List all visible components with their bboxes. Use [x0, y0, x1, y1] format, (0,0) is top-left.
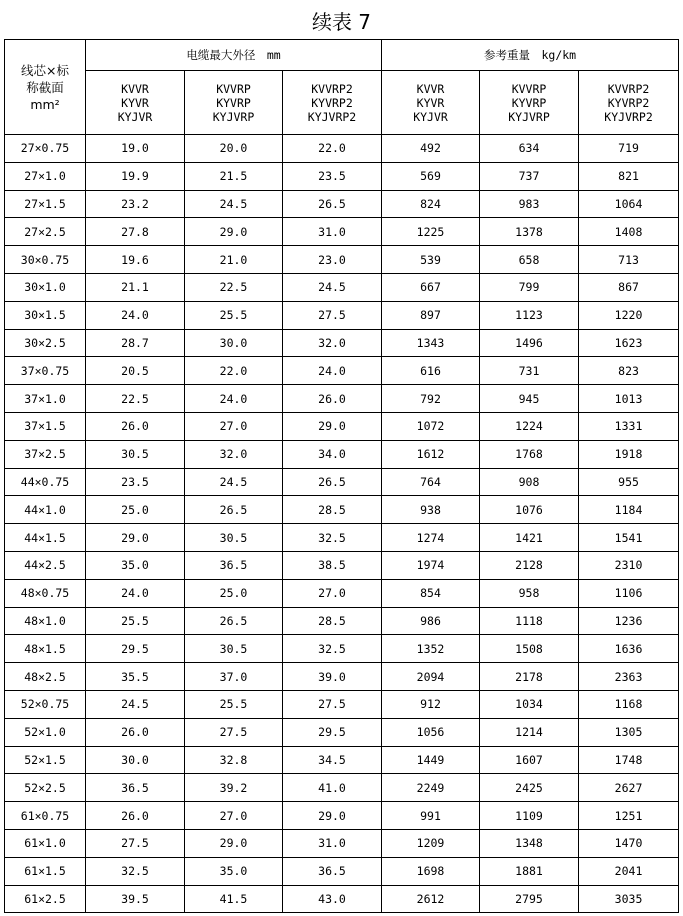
- value-cell: 36.5: [185, 551, 283, 579]
- spec-table: [4, 39, 679, 913]
- table-row: [5, 551, 679, 579]
- value-cell: 19.0: [86, 135, 185, 163]
- value-cell: 867: [579, 273, 679, 301]
- value-cell: 30.0: [86, 746, 185, 774]
- value-cell: 27.0: [283, 579, 382, 607]
- value-cell: 32.0: [185, 440, 283, 468]
- table-row: [5, 496, 679, 524]
- row-spec-cell: 48×0.75: [5, 579, 86, 607]
- value-cell: 955: [579, 468, 679, 496]
- value-cell: 25.0: [185, 579, 283, 607]
- model-name: KVVR: [416, 81, 445, 96]
- value-cell: 1184: [579, 496, 679, 524]
- value-cell: 39.0: [283, 663, 382, 691]
- value-cell: 26.5: [185, 607, 283, 635]
- value-cell: 24.5: [86, 690, 185, 718]
- value-cell: 23.5: [86, 468, 185, 496]
- value-cell: 21.1: [86, 273, 185, 301]
- value-cell: 21.0: [185, 246, 283, 274]
- value-cell: 26.5: [283, 190, 382, 218]
- value-cell: 1214: [480, 718, 579, 746]
- value-cell: 986: [382, 607, 480, 635]
- value-cell: 1118: [480, 607, 579, 635]
- table-row: [5, 829, 679, 857]
- table-row: [5, 440, 679, 468]
- value-cell: 824: [382, 190, 480, 218]
- row-spec-cell: 37×0.75: [5, 357, 86, 385]
- value-cell: 2363: [579, 663, 679, 691]
- table-row: [5, 190, 679, 218]
- value-cell: 26.0: [86, 718, 185, 746]
- value-cell: 25.5: [185, 301, 283, 329]
- value-cell: 22.5: [86, 385, 185, 413]
- value-cell: 1408: [579, 218, 679, 246]
- row-spec-cell: 37×2.5: [5, 440, 86, 468]
- value-cell: 29.0: [185, 829, 283, 857]
- model-header: [86, 71, 185, 135]
- model-name: KYVR: [416, 95, 445, 110]
- value-cell: 1623: [579, 329, 679, 357]
- value-cell: 34.5: [283, 746, 382, 774]
- value-cell: 19.9: [86, 162, 185, 190]
- row-spec-cell: 61×0.75: [5, 802, 86, 830]
- row-spec-cell: 52×0.75: [5, 690, 86, 718]
- table-row: [5, 329, 679, 357]
- value-cell: 35.0: [185, 857, 283, 885]
- model-name: KYJVRP: [212, 109, 255, 124]
- value-cell: 854: [382, 579, 480, 607]
- value-cell: 34.0: [283, 440, 382, 468]
- table-row: [5, 301, 679, 329]
- model-header: [480, 71, 579, 135]
- value-cell: 29.0: [283, 802, 382, 830]
- value-cell: 24.0: [86, 579, 185, 607]
- table-row: [5, 579, 679, 607]
- row-spec-cell: 61×1.0: [5, 829, 86, 857]
- value-cell: 1352: [382, 635, 480, 663]
- value-cell: 27.5: [86, 829, 185, 857]
- value-cell: 719: [579, 135, 679, 163]
- value-cell: 43.0: [283, 885, 382, 913]
- value-cell: 32.0: [283, 329, 382, 357]
- value-cell: 792: [382, 385, 480, 413]
- row-spec-cell: 27×1.5: [5, 190, 86, 218]
- group-header-weight: 参考重量 kg/km: [382, 40, 679, 71]
- table-row: [5, 412, 679, 440]
- value-cell: 22.0: [283, 135, 382, 163]
- value-cell: 21.5: [185, 162, 283, 190]
- value-cell: 39.5: [86, 885, 185, 913]
- value-cell: 27.8: [86, 218, 185, 246]
- row-spec-cell: 30×1.0: [5, 273, 86, 301]
- value-cell: 2178: [480, 663, 579, 691]
- value-cell: 1220: [579, 301, 679, 329]
- value-cell: 36.5: [86, 774, 185, 802]
- value-cell: 1251: [579, 802, 679, 830]
- model-name: KYVRP2: [607, 95, 650, 110]
- table-row: [5, 718, 679, 746]
- value-cell: 821: [579, 162, 679, 190]
- value-cell: 1348: [480, 829, 579, 857]
- value-cell: 1331: [579, 412, 679, 440]
- row-spec-cell: 44×0.75: [5, 468, 86, 496]
- value-cell: 958: [480, 579, 579, 607]
- value-cell: 2425: [480, 774, 579, 802]
- value-cell: 29.0: [185, 218, 283, 246]
- value-cell: 616: [382, 357, 480, 385]
- table-row: [5, 468, 679, 496]
- value-cell: 26.5: [283, 468, 382, 496]
- row-spec-cell: 30×2.5: [5, 329, 86, 357]
- table-row: [5, 218, 679, 246]
- value-cell: 41.5: [185, 885, 283, 913]
- value-cell: 28.5: [283, 607, 382, 635]
- table-row: [5, 162, 679, 190]
- table-row: [5, 746, 679, 774]
- value-cell: 1123: [480, 301, 579, 329]
- row-spec-cell: 37×1.0: [5, 385, 86, 413]
- row-spec-cell: 48×1.0: [5, 607, 86, 635]
- value-cell: 30.0: [185, 329, 283, 357]
- value-cell: 2128: [480, 551, 579, 579]
- model-name: KYVRP: [216, 95, 251, 110]
- row-spec-cell: 44×1.5: [5, 524, 86, 552]
- value-cell: 667: [382, 273, 480, 301]
- row-spec-cell: 44×1.0: [5, 496, 86, 524]
- table-row: [5, 607, 679, 635]
- corner-line: mm²: [30, 96, 60, 112]
- value-cell: 23.5: [283, 162, 382, 190]
- table-row: [5, 690, 679, 718]
- model-name: KYVR: [121, 95, 149, 110]
- value-cell: 24.5: [185, 190, 283, 218]
- table-row: [5, 135, 679, 163]
- value-cell: 492: [382, 135, 480, 163]
- value-cell: 634: [480, 135, 579, 163]
- row-spec-cell: 48×2.5: [5, 663, 86, 691]
- value-cell: 1748: [579, 746, 679, 774]
- value-cell: 29.0: [86, 524, 185, 552]
- value-cell: 30.5: [185, 524, 283, 552]
- row-spec-cell: 44×2.5: [5, 551, 86, 579]
- value-cell: 991: [382, 802, 480, 830]
- table-row: [5, 774, 679, 802]
- value-cell: 2795: [480, 885, 579, 913]
- value-cell: 26.0: [86, 412, 185, 440]
- model-header: [382, 71, 480, 135]
- model-name: KYJVRP2: [604, 109, 653, 124]
- value-cell: 945: [480, 385, 579, 413]
- value-cell: 1168: [579, 690, 679, 718]
- value-cell: 29.5: [283, 718, 382, 746]
- value-cell: 908: [480, 468, 579, 496]
- model-name: KYVRP: [511, 95, 547, 110]
- corner-line: 线芯×标: [21, 62, 69, 78]
- value-cell: 28.5: [283, 496, 382, 524]
- value-cell: 2612: [382, 885, 480, 913]
- model-name: KYJVRP: [508, 109, 550, 124]
- value-cell: 799: [480, 273, 579, 301]
- value-cell: 25.5: [86, 607, 185, 635]
- value-cell: 764: [382, 468, 480, 496]
- value-cell: 26.0: [86, 802, 185, 830]
- value-cell: 897: [382, 301, 480, 329]
- value-cell: 1378: [480, 218, 579, 246]
- value-cell: 1225: [382, 218, 480, 246]
- value-cell: 32.5: [86, 857, 185, 885]
- value-cell: 1305: [579, 718, 679, 746]
- value-cell: 1056: [382, 718, 480, 746]
- value-cell: 36.5: [283, 857, 382, 885]
- value-cell: 1607: [480, 746, 579, 774]
- row-spec-cell: 37×1.5: [5, 412, 86, 440]
- value-cell: 1064: [579, 190, 679, 218]
- value-cell: 35.0: [86, 551, 185, 579]
- value-cell: 1496: [480, 329, 579, 357]
- table-row: [5, 273, 679, 301]
- value-cell: 3035: [579, 885, 679, 913]
- model-header: [283, 71, 382, 135]
- value-cell: 39.2: [185, 774, 283, 802]
- table-row: [5, 524, 679, 552]
- row-spec-cell: 61×1.5: [5, 857, 86, 885]
- corner-header: [5, 40, 86, 135]
- value-cell: 1636: [579, 635, 679, 663]
- row-spec-cell: 52×1.5: [5, 746, 86, 774]
- table-title: 续表 7: [311, 10, 372, 34]
- table-row: [5, 857, 679, 885]
- model-header: [579, 71, 679, 135]
- model-name: KVVR: [121, 81, 149, 96]
- value-cell: 32.5: [283, 635, 382, 663]
- model-name: KVVRP: [511, 81, 547, 96]
- value-cell: 1918: [579, 440, 679, 468]
- value-cell: 1541: [579, 524, 679, 552]
- value-cell: 737: [480, 162, 579, 190]
- value-cell: 20.5: [86, 357, 185, 385]
- value-cell: 24.0: [283, 357, 382, 385]
- value-cell: 22.0: [185, 357, 283, 385]
- value-cell: 1274: [382, 524, 480, 552]
- row-spec-cell: 48×1.5: [5, 635, 86, 663]
- value-cell: 27.0: [185, 412, 283, 440]
- value-cell: 823: [579, 357, 679, 385]
- value-cell: 27.0: [185, 802, 283, 830]
- value-cell: 37.0: [185, 663, 283, 691]
- value-cell: 32.5: [283, 524, 382, 552]
- row-spec-cell: 52×1.0: [5, 718, 86, 746]
- table-row: [5, 802, 679, 830]
- table-row: [5, 357, 679, 385]
- header-row-models: [5, 71, 679, 135]
- value-cell: 2310: [579, 551, 679, 579]
- value-cell: 1421: [480, 524, 579, 552]
- value-cell: 31.0: [283, 829, 382, 857]
- value-cell: 35.5: [86, 663, 185, 691]
- model-header: [185, 71, 283, 135]
- model-name: KYJVRP2: [307, 109, 357, 124]
- value-cell: 41.0: [283, 774, 382, 802]
- row-spec-cell: 30×1.5: [5, 301, 86, 329]
- corner-line: 称截面: [26, 79, 64, 95]
- value-cell: 28.7: [86, 329, 185, 357]
- table-row: [5, 246, 679, 274]
- value-cell: 1013: [579, 385, 679, 413]
- value-cell: 1343: [382, 329, 480, 357]
- value-cell: 24.0: [86, 301, 185, 329]
- value-cell: 1508: [480, 635, 579, 663]
- value-cell: 1974: [382, 551, 480, 579]
- value-cell: 1076: [480, 496, 579, 524]
- value-cell: 23.2: [86, 190, 185, 218]
- value-cell: 1034: [480, 690, 579, 718]
- value-cell: 31.0: [283, 218, 382, 246]
- value-cell: 1449: [382, 746, 480, 774]
- value-cell: 24.0: [185, 385, 283, 413]
- row-spec-cell: 30×0.75: [5, 246, 86, 274]
- value-cell: 731: [480, 357, 579, 385]
- value-cell: 983: [480, 190, 579, 218]
- value-cell: 1470: [579, 829, 679, 857]
- value-cell: 20.0: [185, 135, 283, 163]
- value-cell: 26.0: [283, 385, 382, 413]
- value-cell: 25.5: [185, 690, 283, 718]
- value-cell: 912: [382, 690, 480, 718]
- value-cell: 29.0: [283, 412, 382, 440]
- value-cell: 2627: [579, 774, 679, 802]
- value-cell: 1236: [579, 607, 679, 635]
- value-cell: 30.5: [86, 440, 185, 468]
- value-cell: 1106: [579, 579, 679, 607]
- table-row: [5, 885, 679, 913]
- model-name: KVVRP2: [607, 81, 650, 96]
- value-cell: 1224: [480, 412, 579, 440]
- value-cell: 30.5: [185, 635, 283, 663]
- value-cell: 1768: [480, 440, 579, 468]
- value-cell: 1209: [382, 829, 480, 857]
- value-cell: 1881: [480, 857, 579, 885]
- value-cell: 658: [480, 246, 579, 274]
- table-row: [5, 635, 679, 663]
- value-cell: 24.5: [283, 273, 382, 301]
- value-cell: 22.5: [185, 273, 283, 301]
- value-cell: 2249: [382, 774, 480, 802]
- value-cell: 1612: [382, 440, 480, 468]
- row-spec-cell: 52×2.5: [5, 774, 86, 802]
- value-cell: 38.5: [283, 551, 382, 579]
- value-cell: 25.0: [86, 496, 185, 524]
- model-name: KYVRP2: [311, 95, 353, 110]
- value-cell: 938: [382, 496, 480, 524]
- value-cell: 26.5: [185, 496, 283, 524]
- value-cell: 32.8: [185, 746, 283, 774]
- table-body: [5, 135, 679, 913]
- model-name: KYJVR: [413, 109, 448, 124]
- table-row: [5, 385, 679, 413]
- value-cell: 23.0: [283, 246, 382, 274]
- value-cell: 29.5: [86, 635, 185, 663]
- value-cell: 2041: [579, 857, 679, 885]
- model-name: KVVRP2: [311, 81, 353, 96]
- value-cell: 27.5: [283, 690, 382, 718]
- row-spec-cell: 27×2.5: [5, 218, 86, 246]
- value-cell: 1072: [382, 412, 480, 440]
- model-name: KYJVR: [117, 109, 153, 124]
- value-cell: 1698: [382, 857, 480, 885]
- row-spec-cell: 27×1.0: [5, 162, 86, 190]
- value-cell: 24.5: [185, 468, 283, 496]
- model-name: KVVRP: [216, 81, 251, 96]
- value-cell: 27.5: [185, 718, 283, 746]
- value-cell: 539: [382, 246, 480, 274]
- value-cell: 713: [579, 246, 679, 274]
- value-cell: 2094: [382, 663, 480, 691]
- row-spec-cell: 61×2.5: [5, 885, 86, 913]
- table-row: [5, 663, 679, 691]
- value-cell: 569: [382, 162, 480, 190]
- value-cell: 27.5: [283, 301, 382, 329]
- row-spec-cell: 27×0.75: [5, 135, 86, 163]
- group-header-diameter: 电缆最大外径 mm: [86, 40, 382, 71]
- value-cell: 19.6: [86, 246, 185, 274]
- header-row-groups: [5, 40, 679, 71]
- value-cell: 1109: [480, 802, 579, 830]
